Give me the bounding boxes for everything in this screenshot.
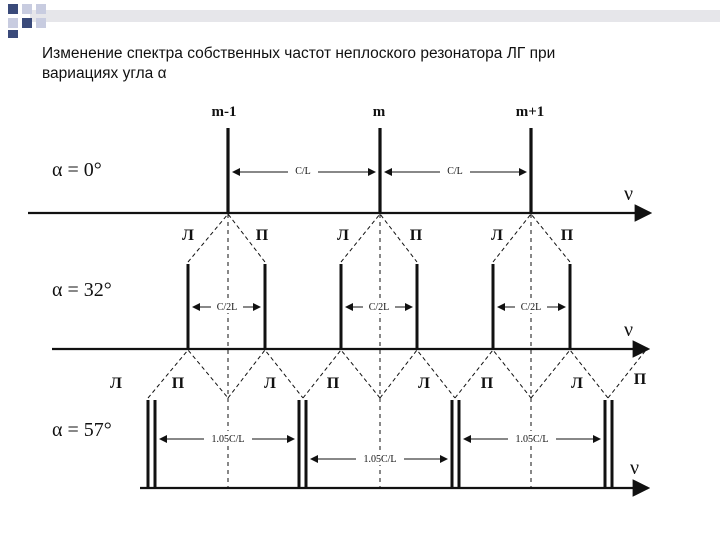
header-square xyxy=(22,18,32,28)
split-line-row1-to-row2 xyxy=(341,214,417,262)
spacing-label-row2: C/2L xyxy=(216,302,238,313)
slide-title xyxy=(42,44,682,84)
axis-label-row2: ν xyxy=(624,319,634,341)
spacing-label-row1: C/L xyxy=(447,166,463,177)
spacing-label-row3: 1.05C/L xyxy=(211,434,245,445)
spacing-label-row2: C/2L xyxy=(368,302,390,313)
polarization-label-right: П xyxy=(633,371,647,388)
spacing-label-row3: 1.05C/L xyxy=(363,454,397,465)
spectrum-diagram xyxy=(0,95,720,540)
polarization-label-right: П xyxy=(171,375,185,392)
polarization-label-left: Л xyxy=(418,375,430,392)
header-square xyxy=(8,4,18,14)
spacing-label-row1: C/L xyxy=(295,166,311,177)
slide-title-line1: Изменение спектра собственных частот неплоского резонатора ЛГ при xyxy=(42,45,556,62)
alpha-label-row2: α = 32° xyxy=(52,279,112,301)
mode-label-m-minus-1: m-1 xyxy=(211,104,237,120)
slide-title-line2: вариациях угла α xyxy=(42,65,167,82)
polarization-label-left: Л xyxy=(491,227,503,244)
alpha-label-row1: α = 0° xyxy=(52,159,102,181)
split-line-row2-to-row3 xyxy=(531,350,608,398)
polarization-label-left: Л xyxy=(337,227,349,244)
polarization-label-right: П xyxy=(255,227,269,244)
split-line-row2-to-row3 xyxy=(303,350,380,398)
polarization-label-left: Л xyxy=(264,375,276,392)
mode-label-m-plus-1: m+1 xyxy=(515,104,545,120)
header-decoration xyxy=(0,0,720,40)
polarization-label-left: Л xyxy=(182,227,194,244)
polarization-label-right: П xyxy=(560,227,574,244)
header-square xyxy=(8,30,18,38)
polarization-label-right: П xyxy=(480,375,494,392)
mode-label-m: m xyxy=(372,104,386,120)
header-square xyxy=(36,4,46,14)
spacing-label-row3: 1.05C/L xyxy=(515,434,549,445)
polarization-label-right: П xyxy=(326,375,340,392)
polarization-label-right: П xyxy=(409,227,423,244)
header-square xyxy=(22,4,32,14)
axis-label-row3: ν xyxy=(630,457,640,479)
polarization-label-left: Л xyxy=(110,375,122,392)
header-band xyxy=(30,10,720,22)
axis-label-row1: ν xyxy=(624,183,634,205)
header-square xyxy=(36,18,46,28)
alpha-label-row3: α = 57° xyxy=(52,419,112,441)
spacing-label-row2: C/2L xyxy=(520,302,542,313)
split-line-row2-to-row3 xyxy=(148,350,228,398)
split-line-row1-to-row2 xyxy=(188,214,265,262)
header-square xyxy=(8,18,18,28)
polarization-label-left: Л xyxy=(571,375,583,392)
